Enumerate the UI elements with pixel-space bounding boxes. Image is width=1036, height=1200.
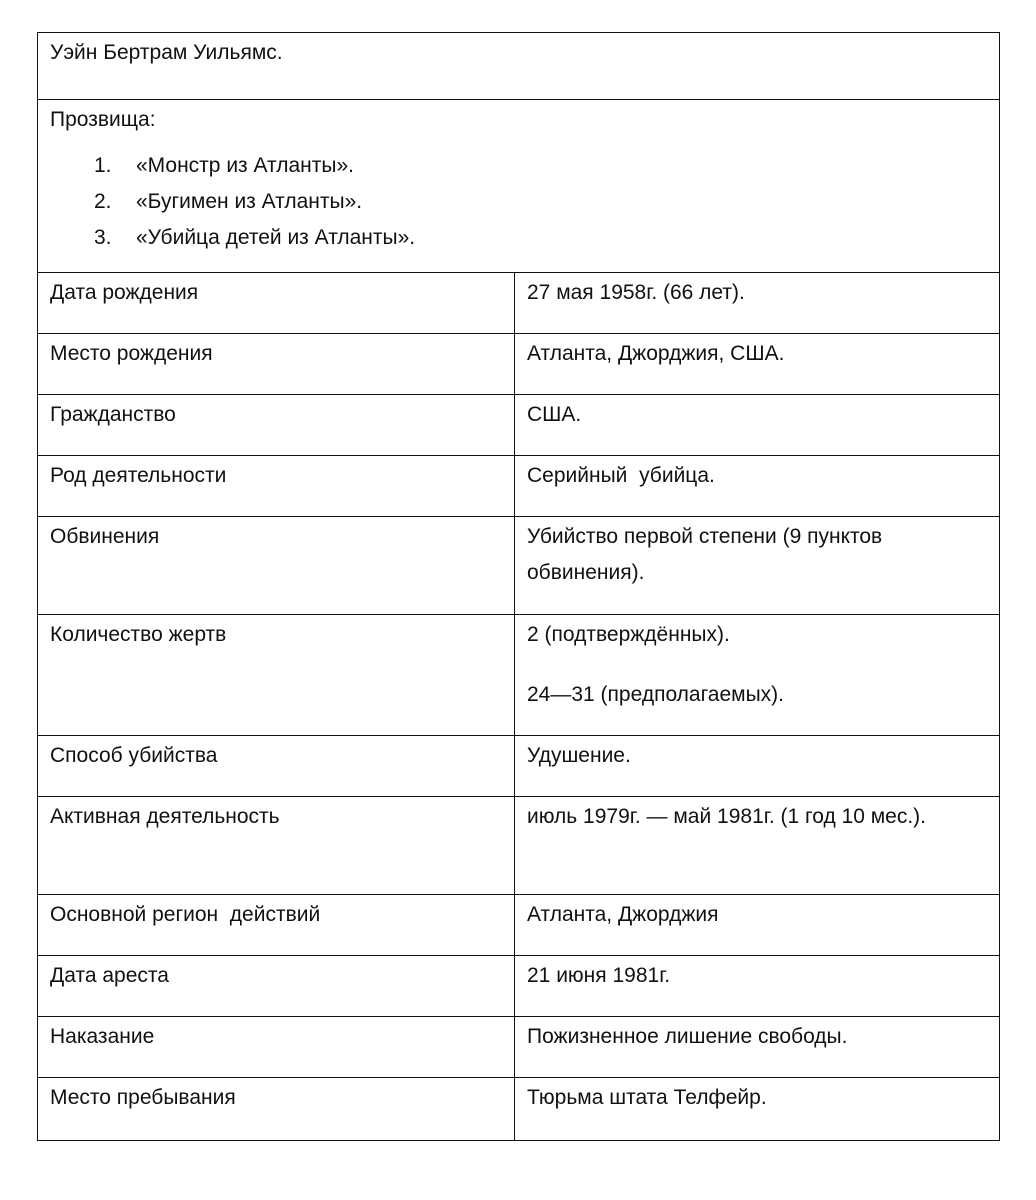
victims-suspected: 24—31 (предполагаемых). — [527, 683, 785, 706]
nicknames-title: Прозвища: — [50, 108, 156, 131]
table-row-sentence — [38, 1017, 1000, 1078]
nickname-text: «Убийца детей из Атланты». — [136, 226, 416, 249]
nickname-number: 1. — [94, 154, 112, 177]
value-cell: Удушение. — [515, 736, 1000, 797]
name-cell — [38, 33, 1000, 100]
label-cell: Основной регион действий — [38, 895, 515, 956]
table-row-method — [38, 736, 1000, 797]
nicknames-list — [50, 148, 987, 256]
label-cell: Дата рождения — [38, 273, 515, 334]
person-name: Уэйн Бертрам Уильямс. — [50, 41, 283, 64]
value-cell: Серийный убийца. — [515, 456, 1000, 517]
nickname-number: 2. — [94, 190, 112, 213]
nickname-item — [94, 184, 987, 220]
table-row-location — [38, 1078, 1000, 1141]
value-cell: Атланта, Джорджия, США. — [515, 334, 1000, 395]
value-cell — [515, 615, 1000, 736]
label-cell: Обвинения — [38, 517, 515, 615]
label-cell: Наказание — [38, 1017, 515, 1078]
label-cell: Род деятельности — [38, 456, 515, 517]
table-row-region — [38, 895, 1000, 956]
table-row-birth-place — [38, 334, 1000, 395]
nicknames-cell — [38, 100, 1000, 273]
label-cell: Место пребывания — [38, 1078, 515, 1141]
label-cell: Место рождения — [38, 334, 515, 395]
value-cell: Пожизненное лишение свободы. — [515, 1017, 1000, 1078]
value-cell: 27 мая 1958г. (66 лет). — [515, 273, 1000, 334]
label-cell: Гражданство — [38, 395, 515, 456]
nickname-number: 3. — [94, 226, 112, 249]
nickname-text: «Бугимен из Атланты». — [136, 190, 363, 213]
table-row-occupation — [38, 456, 1000, 517]
label-cell: Активная деятельность — [38, 797, 515, 895]
victims-confirmed: 2 (подтверждённых). — [527, 623, 730, 646]
nickname-text: «Монстр из Атланты». — [136, 154, 354, 177]
table-row-birth-date — [38, 273, 1000, 334]
table-row-victims — [38, 615, 1000, 736]
name-row — [38, 33, 1000, 100]
value-cell: июль 1979г. — май 1981г. (1 год 10 мес.). — [515, 797, 1000, 895]
nicknames-row — [38, 100, 1000, 273]
label-cell: Дата ареста — [38, 956, 515, 1017]
table-row-active-period — [38, 797, 1000, 895]
dossier-table — [37, 32, 1000, 1141]
value-cell: Тюрьма штата Телфейр. — [515, 1078, 1000, 1141]
table-row-citizenship — [38, 395, 1000, 456]
value-cell: Атланта, Джорджия — [515, 895, 1000, 956]
nickname-item — [94, 220, 987, 256]
nickname-item — [94, 148, 987, 184]
value-cell: США. — [515, 395, 1000, 456]
value-cell: Убийство первой степени (9 пунктов обвинения). — [515, 517, 1000, 615]
table-row-arrest-date — [38, 956, 1000, 1017]
table-row-charges — [38, 517, 1000, 615]
label-cell: Количество жертв — [38, 615, 515, 736]
label-cell: Способ убийства — [38, 736, 515, 797]
value-cell: 21 июня 1981г. — [515, 956, 1000, 1017]
